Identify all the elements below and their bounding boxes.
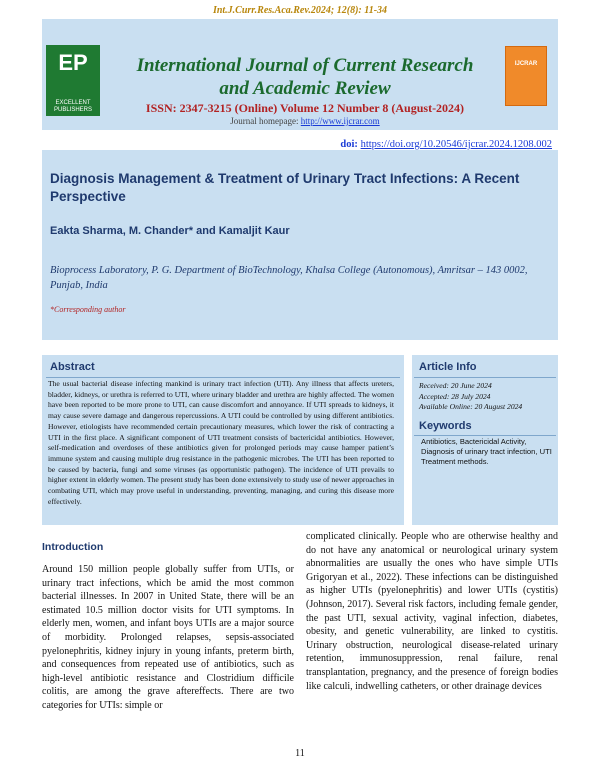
available-date: Available Online: 20 August 2024 xyxy=(419,402,523,411)
citation-line: Int.J.Curr.Res.Aca.Rev.2024; 12(8): 11-34 xyxy=(212,5,388,16)
abstract-heading: Abstract xyxy=(50,361,95,373)
cover-label: IJCRAR xyxy=(514,61,538,67)
publisher-logo xyxy=(46,45,100,116)
paper-title: Diagnosis Management & Treatment of Urinary Tract Infections: A Recent Perspective xyxy=(50,171,520,204)
article-info-heading: Article Info xyxy=(419,361,477,373)
journal-cover-thumbnail xyxy=(505,46,547,106)
author-affiliation: Bioprocess Laboratory, P. G. Department of BioTechnology, Khalsa College (Autonomous), Amritsar – 143 0002, Punjab, India xyxy=(50,265,528,291)
issn-volume-line: ISSN: 2347-3215 (Online) Volume 12 Number 8 (August-2024) xyxy=(145,101,465,115)
introduction-column-left: Around 150 million people globally suffer from UTIs, or urinary tract infections, which be amid the most common bacterial illnesses. In 2007 in United State, there will be an estimated 10.5 million doctor visits for UTI symptoms. In elderly men, women, and infant boys UTIs are a major source of morbidity. Prolonged relapses, sepsis-associated pyelonephritis, kidney injury in young infants, preterm birth, and consequences from repeated use of antibiotics, such as high-level antibiotic resistance and Clostridium difficile colitis, are among the grave aftereffects. There are two categories for UTIs: simple or xyxy=(42,564,294,711)
journal-title-line1: International Journal of Current Research xyxy=(136,55,474,76)
abstract-divider xyxy=(46,377,400,378)
keywords-divider xyxy=(414,435,556,436)
received-date: Received: 20 June 2024 xyxy=(419,381,492,390)
corresponding-author-note: *Corresponding author xyxy=(50,305,126,314)
introduction-heading: Introduction xyxy=(42,541,104,553)
homepage-link[interactable]: http://www.ijcrar.com xyxy=(300,116,380,126)
logo-caption: EXCELLENT PUBLISHERS xyxy=(53,100,92,113)
doi-line xyxy=(320,139,552,150)
keywords-list: Antibiotics, Bactericidal Activity, Diagnosis of urinary tract infection, UTI Treatment methods. xyxy=(421,437,552,467)
journal-homepage xyxy=(110,116,500,126)
journal-title-line2: and Academic Review xyxy=(219,78,391,99)
accepted-date: Accepted: 28 July 2024 xyxy=(419,391,491,401)
introduction-column-right: complicated clinically. People who are otherwise healthy and do not have any anatomical or neurological urinary system abnormalities are usually the ones who have simple UTIs Grigoryan et al., 2022). These infections can be distinguished as higher UTIs (pyelonephritis) and lower UTIs (cystitis) (Johnson, 2017). Several risk factors, including female gender, the past UTI, sexual activity, vaginal infection, diabetes, obesity, and genetic vulnerability, are linked to cystitis. Urinary obstruction, neurological disease-related urinary retention, immunosuppression, renal failure, renal transplantation, pregnancy, and the presence of foreign bodies like calculi, indwelling catheters, or other drainage devices xyxy=(306,531,558,692)
homepage-label: Journal homepage: xyxy=(230,116,301,126)
keywords-heading: Keywords xyxy=(419,420,472,432)
doi-label: doi: xyxy=(340,139,361,150)
page-number: 11 xyxy=(295,748,305,759)
paper-authors: Eakta Sharma, M. Chander* and Kamaljit Kaur xyxy=(50,225,290,237)
article-info-divider xyxy=(414,377,556,378)
article-dates xyxy=(419,381,555,413)
journal-title xyxy=(110,54,500,100)
logo-mark: EP xyxy=(58,50,88,75)
doi-link[interactable]: https://doi.org/10.20546/ijcrar.2024.1208.002 xyxy=(360,139,552,150)
abstract-text: The usual bacterial disease infecting mankind is urinary tract infection (UTI). Any illness that affects ureters, bladder, kidneys, or urethra is referred to UTI, where urinary bladder and urethra are highly affected. The women have been reported to be more prone to UTI, can cause discomfort and annoyance. If UTI spreads to kidneys, it may cause severe damage and dangerous repercussions. A UTI could be controlled by using different antibiotics. However, etiologists have recommended certain precautionary measures, which lower the risk of contracting a UTI in the first place. A significant component of UTI treatment consists of bactericidal antibiotics. However, self-medication and overdoses of these antibiotics given for prolonged periods may cause hamper patient’s immune system and causing multiple drug resistance in the pathogenic microbes. The UTI has been reported to be caused by bacteria, fungi and some viruses (as opportunistic pathogen). The incidence of UTI prevails to higher extent in elderly women. The present study has been done extensively to study use of newer approaches in combating UTI, which may prove useful in understanding, preventing, managing, and curing this disease more effectively. xyxy=(48,379,394,506)
